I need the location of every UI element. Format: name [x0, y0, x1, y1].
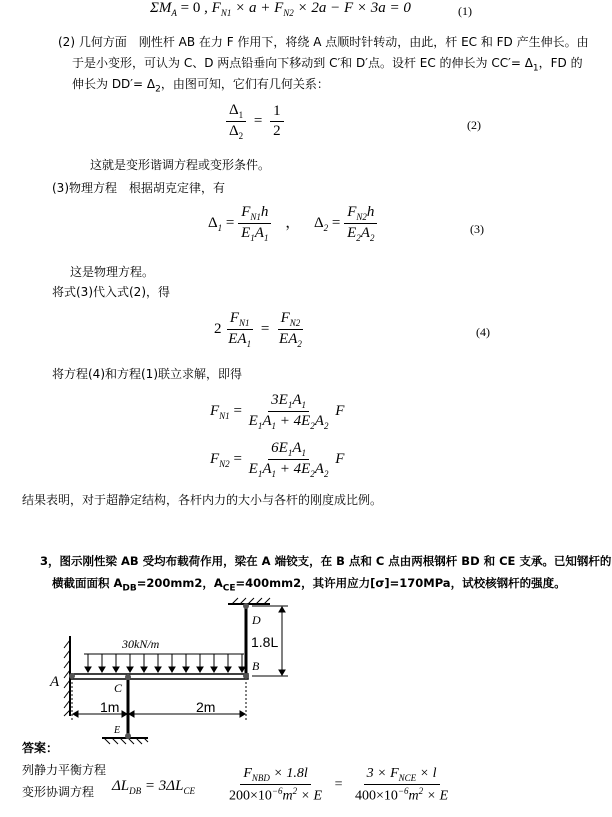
top-ceiling-support: [228, 598, 270, 604]
equation-number: (4): [476, 325, 490, 339]
pin-e: [125, 733, 131, 739]
paragraph-line: (3)物理方程 根据胡克定律，有: [52, 181, 225, 195]
label-d: D: [252, 613, 261, 627]
pin-b: [243, 673, 249, 679]
equation-4: 2 $\frac{F_{N1}}{EA_1}$ = $\frac{F_{N2}}{EA_2}$: [214, 310, 302, 349]
label-c: C: [114, 681, 123, 695]
distributed-load-arrows: [84, 654, 245, 672]
paragraph-line: (2) 几何方面 刚性杆 AB 在力 F 作用下，将绕 A 点顺时针转动，由此，杆 EC 和 FD 产生伸长。由: [58, 35, 589, 49]
paragraph-line: 这就是变形谐调方程或变形条件。: [90, 158, 271, 172]
equation-1: $\Sigma M_A = 0$ , $F_{N1} \times a + F_{N2} \times 2a - F \times 3a = 0$: [150, 0, 411, 18]
dimension-left-label: 1m: [100, 699, 120, 715]
label-b: B: [252, 659, 260, 673]
paragraph-line: 这是物理方程。: [70, 265, 155, 279]
equation-3: $\Delta_1$ = $\frac{F_{N1}h}{E_1A_1}$ ， $\Delta_2$ = $\frac{F_{N2}h}{E_2A_2}$: [208, 204, 377, 243]
pin-d: [243, 603, 249, 609]
equation-number: (3): [470, 222, 484, 236]
deformation-equation-expanded: $\frac{F_{NBD} \times 1.8l}{200\times 10^{-6}m^2 \times E}$ = $\frac{3 \times F_{NCE} \times l}{400\times 10^{-6}m^2 \times E}$: [229, 766, 449, 804]
beam-figure: [40, 596, 310, 748]
dimension-vertical-label: 1.8L: [251, 634, 279, 650]
equation-number: (1): [458, 4, 472, 18]
pin-a: [69, 673, 75, 679]
equation-2: $\frac{\Delta_1}{\Delta_2}$ = $\frac{1}{2}$: [226, 102, 284, 141]
equation-fn1: $F_{N1}$ = $\frac{3E_1A_1}{E_1A_1 + 4E_2A_2}$ F: [210, 392, 345, 431]
paragraph-line: 于是小变形，可认为 C、D 两点铅垂向下移动到 C′和 D′点。设杆 EC 的伸长为 $CC'= \Delta_1$，FD 的: [72, 56, 583, 74]
equation-fn2: $F_{N2}$ = $\frac{6E_1A_1}{E_1A_1 + 4E_2A_2}$ F: [210, 440, 345, 479]
rigid-beam-ab: [70, 674, 248, 679]
conclusion-line: 结果表明，对于超静定结构，各杆内力的大小与各杆的刚度成比例。: [22, 493, 383, 507]
pin-c: [125, 674, 131, 680]
problem-statement: 3，图示刚性梁 AB 受均布载荷作用，梁在 A 端铰支，在 B 点和 C 点由两根钢杆 BD 和 CE 支承。已知钢杆的: [40, 554, 612, 568]
dimension-right-label: 2m: [196, 699, 216, 715]
answer-line: 列静力平衡方程: [22, 763, 107, 777]
load-label: 30kN/m: [122, 637, 160, 651]
answer-label: 答案：: [22, 741, 59, 755]
answer-line: 变形协调方程: [22, 785, 95, 799]
paragraph-line: 伸长为 $DD'= \Delta_2$，由图可知，它们有几何关系：: [72, 77, 329, 95]
paragraph-line: 将方程(4)和方程(1)联立求解，即得: [52, 367, 242, 381]
paragraph-line: 将式(3)代入式(2)，得: [52, 285, 170, 299]
label-a: A: [50, 674, 60, 690]
deformation-equation: $\Delta L_{DB} = 3\Delta L_{CE}$: [112, 778, 195, 796]
label-e: E: [114, 725, 121, 736]
horizontal-dimension: [72, 682, 246, 720]
bottom-ground-support: [102, 738, 148, 744]
problem-statement: 横截面面积 $A_{DB}=200mm2$，$A_{CE}=400mm2$，其许用应力[σ]=170MPa，试校核钢杆的强度。: [52, 576, 566, 594]
equation-number: (2): [467, 118, 481, 132]
